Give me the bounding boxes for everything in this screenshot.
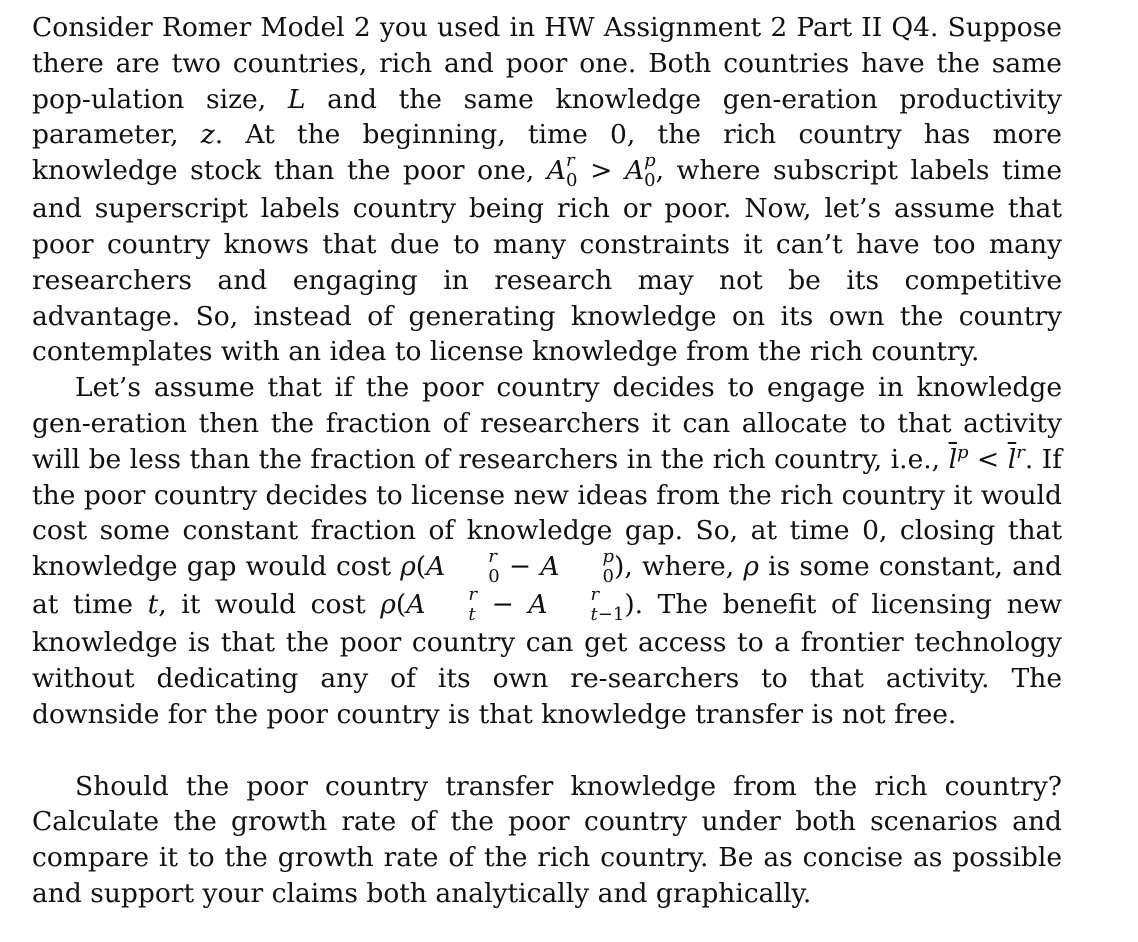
paragraph-spacer [32, 733, 1062, 769]
question-paragraph: Should the poor country transfer knowledge from the rich country? Calculate the growth rate of the poor country under both scenarios and compare it to the growth rate of the rich country. Be as concise as possible and support your claims both analytically and graphically. [32, 770, 1062, 910]
paragraph-licensing: Let’s assume that if the poor country decides to engage in knowledge gen-eration then the fraction of researchers it can allocate to that activity will be less than the fraction of researchers in the rich country, i.e., $\overline{l}^p < \overline{l}^r$. If the poor country decides to license new ideas from the rich country it would cost some constant fraction of knowledge gap. So, at time 0, closing that knowledge gap would cost ρ(A r 0 − A p 0 ), where, ρ is some constant, and at time t, it would cost ρ(A r t − A r t−1 ). The benefit of licensing new knowledge is that the poor country can get access to a frontier technology without dedicating any of its own re-searchers to that activity. The downside for the poor country is that knowledge transfer is not free. [32, 372, 1062, 730]
problem-text [32, 10, 1062, 912]
paragraph-intro: Consider Romer Model 2 you used in HW Assignment 2 Part II Q4. Suppose there are two countries, rich and poor one. Both countries have the same pop-ulation size, L and the same knowledge gen-eration productivity parameter, z. At the beginning, time 0, the rich country has more knowledge stock than the poor one, A r 0 > A p 0 , where subscript labels time and superscript labels country being rich or poor. Now, let’s assume that poor country knows that due to many constraints it can’t have too many researchers and engaging in research may not be its competitive advantage. So, instead of generating knowledge on its own the country contemplates with an idea to license knowledge from the rich country. [32, 12, 1062, 368]
